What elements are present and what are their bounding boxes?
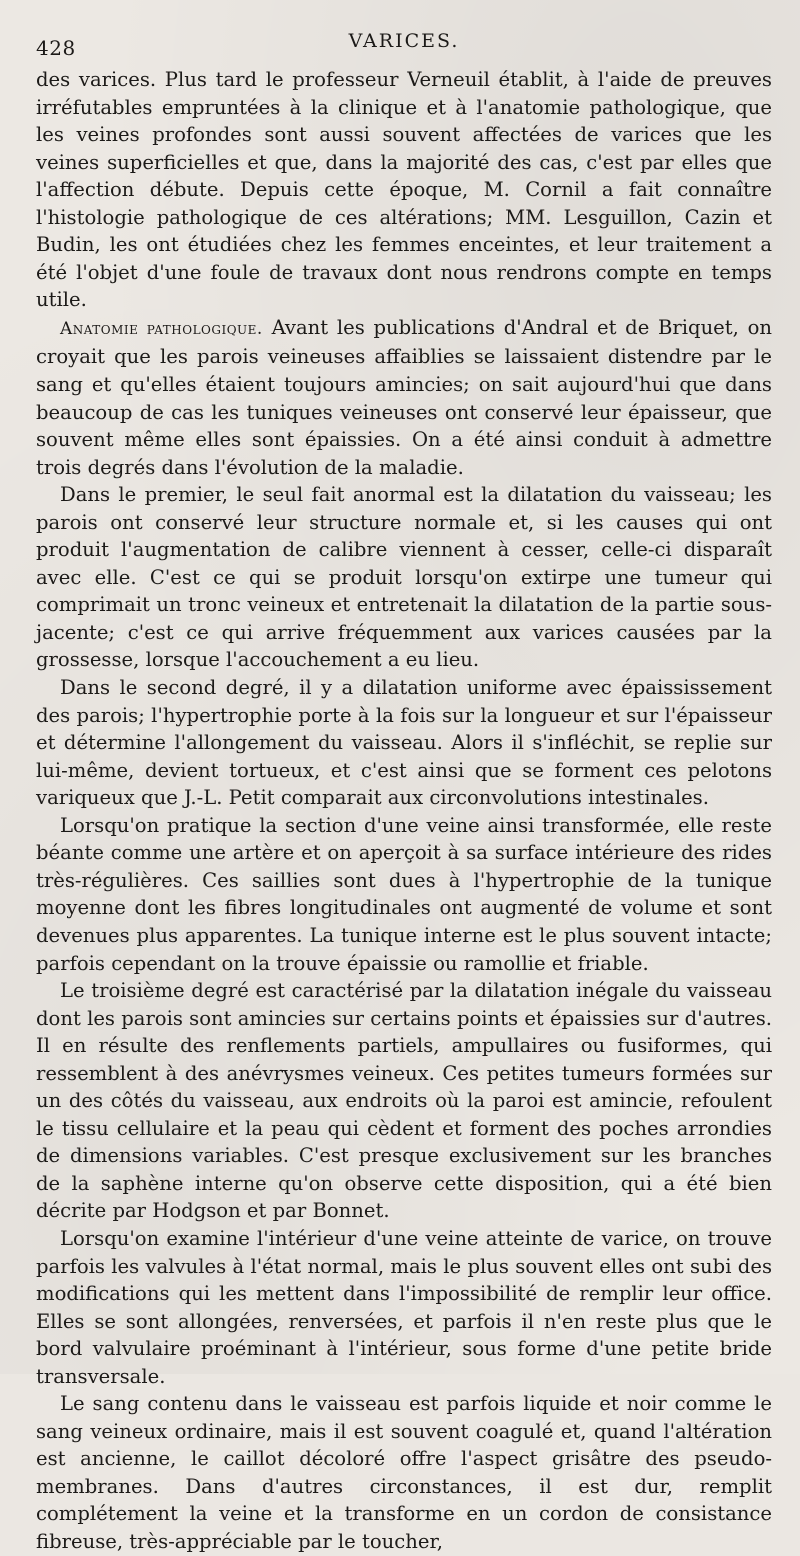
paragraph-second-degre	[36, 674, 772, 812]
paragraph-premier-degre	[36, 481, 772, 674]
paragraph-valvules	[36, 1225, 772, 1390]
paragraph-text: Lorsqu'on examine l'intérieur d'une veine atteinte de varice, on trouve parfois les valvules à l'état normal, mais le plus souvent elles ont subi des modifications qui les mettent dans l'impossibilité de remplir leur office. Elles se sont allongées, renversées, et parfois il n'en reste plus que le bord valvulaire proéminant à l'intérieur, sous forme d'une petite bride transversale.	[36, 1226, 772, 1388]
body-text	[36, 66, 772, 1556]
paragraph-text: Avant les publications d'Andral et de Briquet, on croyait que les parois veineuses affaiblies se laissaient distendre par le sang et qu'elles étaient toujours amincies; on sait aujourd'hui que dans beaucoup de cas les tuniques veineuses ont conservé leur épaisseur, que souvent même elles sont épaissies. On a été ainsi conduit à admettre trois degrés dans l'évolution de la maladie.	[36, 315, 773, 479]
paragraph-text: Dans le premier, le seul fait anormal est la dilatation du vaisseau; les parois ont conservé leur structure normale et, si les causes qui ont produit l'augmentation de calibre viennent à cesser, celle-ci disparaît avec elle. C'est ce qui se produit lorsqu'on extirpe une tumeur qui comprimait un tronc veineux et entretenait la dilatation de la partie sous-jacente; c'est ce qui arrive fréquemment aux varices causées par la grossesse, lorsque l'accouchement a eu lieu.	[36, 483, 772, 672]
paragraph-text: Lorsqu'on pratique la section d'une veine ainsi transformée, elle reste béante comme une artère et on aperçoit à sa surface intérieure des rides très-régulières. Ces saillies sont dues à l'hypertrophie de la tunique moyenne dont les fibres longitudinales ont augmenté de volume et sont devenues plus apparentes. La tunique interne est le plus souvent intacte; parfois cependant on la trouve épaissie ou ramollie et friable.	[36, 813, 772, 975]
paragraph-text: Le sang contenu dans le vaisseau est parfois liquide et noir comme le sang veineux ordinaire, mais il est souvent coagulé et, quand l'altération est ancienne, le caillot décoloré offre l'aspect grisâtre des pseudo-membranes. Dans d'autres circonstances, il est dur, remplit complétement la veine et la transforme en un cordon de consistance fibreuse, très-appréciable par le toucher,	[36, 1392, 772, 1553]
paragraph-section-veine	[36, 812, 772, 977]
section-heading: Anatomie pathologique.	[60, 318, 263, 339]
page-number: 428	[36, 36, 76, 60]
paragraph-text: des varices. Plus tard le professeur Verneuil établit, à l'aide de preuves irréfutables empruntées à la clinique et à l'anatomie pathologique, que les veines profondes sont aussi souvent affectées de varices que les veines superficielles et que, dans la majorité des cas, c'est par elles que l'affection débute. Depuis cette époque, M. Cornil a fait connaître l'histologie pathologique de ces altérations; MM. Lesguillon, Cazin et Budin, les ont étudiées chez les femmes enceintes, et leur traitement a été l'objet d'une foule de travaux dont nous rendrons compte en temps utile.	[36, 68, 772, 312]
paragraph-troisieme-degre	[36, 977, 772, 1225]
paragraph-text: Dans le second degré, il y a dilatation uniforme avec épaississement des parois; l'hypertrophie porte à la fois sur la longueur et sur l'épaisseur et détermine l'allongement du vaisseau. Alors il s'infléchit, se replie sur lui-même, devient tortueux, et c'est ainsi que se forment ces pelotons variqueux que J.-L. Petit comparait aux circonvolutions intestinales.	[36, 676, 772, 810]
paragraph-text: Le troisième degré est caractérisé par la dilatation inégale du vaisseau dont les parois sont amincies sur certains points et épaissies sur d'autres. Il en résulte des renflements partiels, ampullaires ou fusiformes, qui ressemblent à des anévrysmes veineux. Ces petites tumeurs formées sur un des côtés du vaisseau, aux endroits où la paroi est amincie, refoulent le tissu cellulaire et la peau qui cèdent et forment des poches arrondies de dimensions variables. C'est presque exclusivement sur les branches de la saphène interne qu'on observe cette disposition, qui a été bien décrite par Hodgson et par Bonnet.	[36, 979, 772, 1223]
running-title: VARICES.	[348, 30, 460, 52]
paragraph-continuation	[36, 66, 772, 314]
paragraph-anatomie	[36, 314, 772, 481]
page-header	[36, 22, 772, 62]
paragraph-sang	[36, 1390, 772, 1555]
